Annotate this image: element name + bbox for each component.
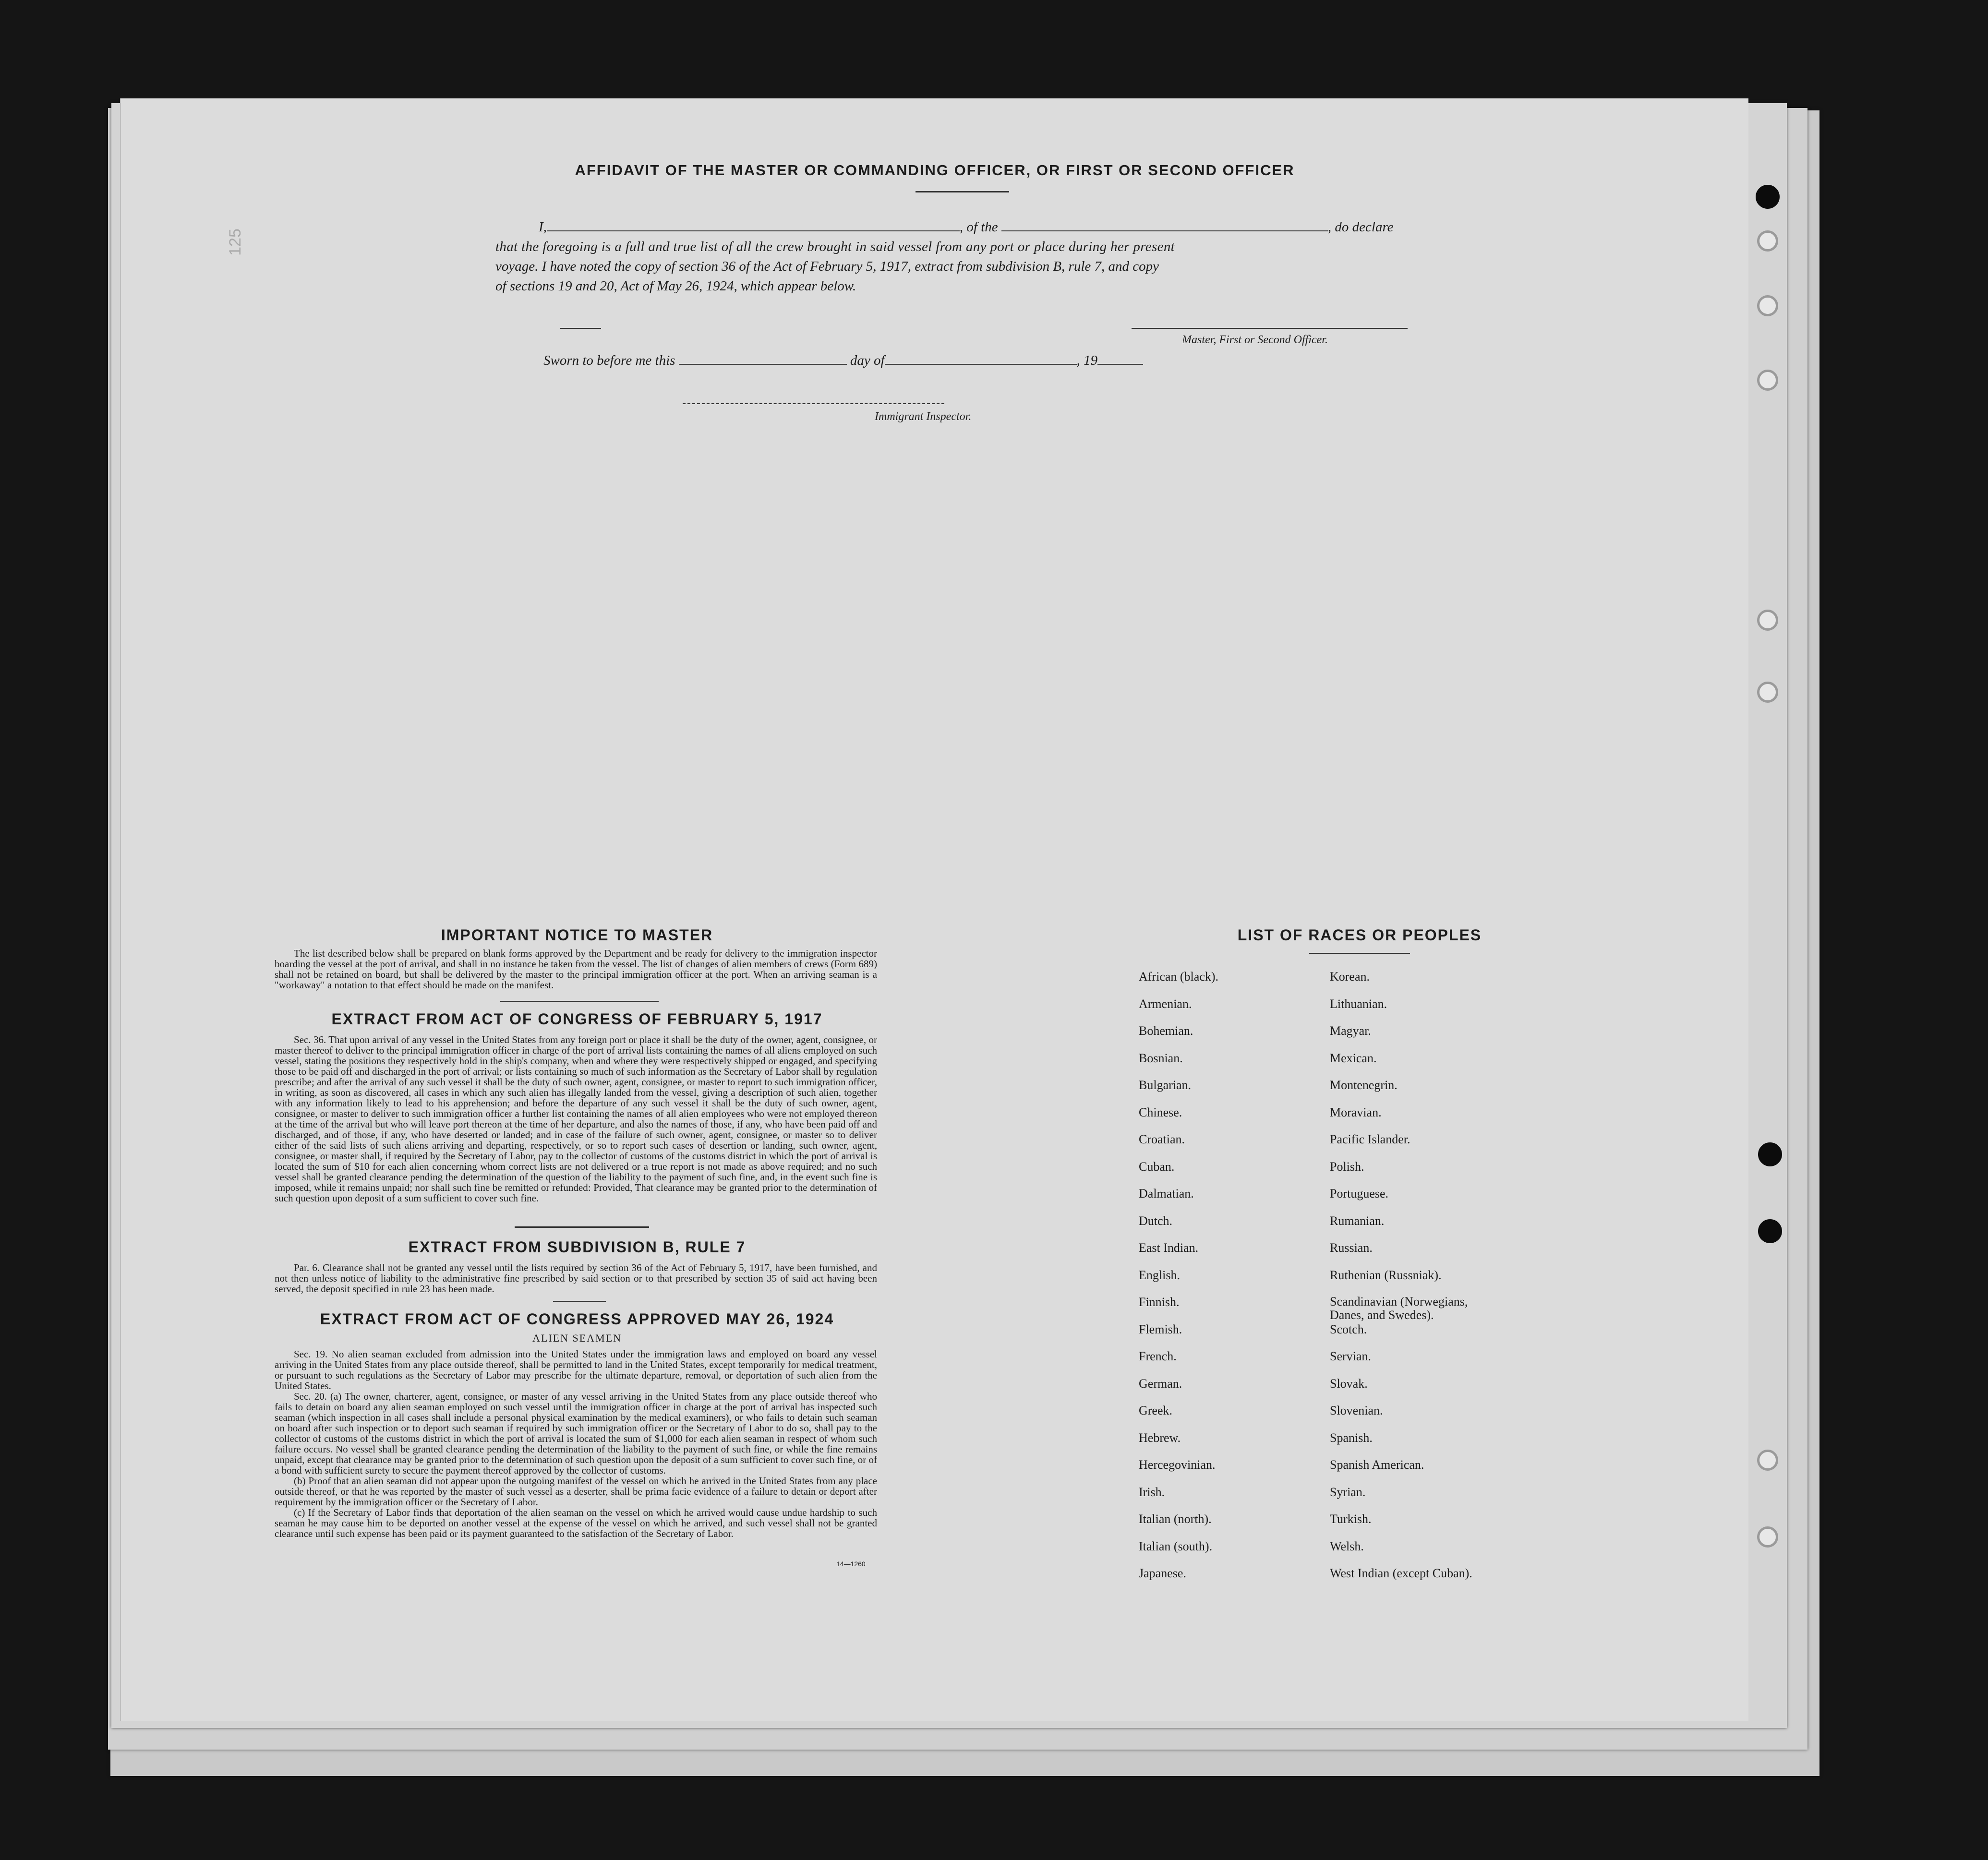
race-item: Korean. — [1330, 970, 1370, 984]
divider — [916, 191, 1009, 192]
races-column-2 — [1330, 970, 1493, 1594]
sworn-line — [543, 353, 1143, 369]
race-item: Slovenian. — [1330, 1404, 1383, 1417]
extract1-title: EXTRACT FROM ACT OF CONGRESS OF FEBRUARY 5, 1917 — [331, 1010, 823, 1028]
race-item: Hercegovinian. — [1139, 1458, 1216, 1472]
affidavit-title: AFFIDAVIT OF THE MASTER OR COMMANDING OFFICER, OR FIRST OR SECOND OFFICER — [575, 162, 1295, 179]
divider — [500, 1001, 659, 1002]
sworn-text: day of — [850, 353, 885, 368]
race-item: Greek. — [1139, 1404, 1173, 1417]
race-item: Ruthenian (Russniak). — [1330, 1268, 1442, 1282]
race-item: Scandinavian (Norwegians, Danes, and Swedes). — [1330, 1295, 1468, 1322]
extract1-paragraph: Sec. 36. That upon arrival of any vessel in the United States from any foreign port or place it shall be the duty of the owner, agent, consignee, or master thereof to deliver to the principal immigration officer in charge of the port of arrival lists containing the names of all aliens employed on such vessel, stating the positions they respectively hold in the ship's company, when and where they were respectively shipped or engaged, and specifying those to be paid off and discharged in the port of arrival; or lists containing so much of such information as the Secretary of Labor shall by regulation prescribe; and after the arrival of any such vessel it shall be the duty of such owner, agent, consignee, or master to report to such immigration officer, in writing, as soon as discovered, all cases in which any such alien has illegally landed from the vessel, giving a description of such alien, together with any information likely to lead to his apprehension; and before the departure of any such vessel it shall be the duty of such owner, agent, consignee, or master to deliver to such immigration officer a further list containing the names of all alien employees who were not employed thereon at the time of the arrival but who will leave port thereon at the time of her departure, and also the names of those, if any, who have been paid off and discharged, and of those, if any, who have deserted or landed; and in case of the failure of such owner, agent, consignee, or master so to deliver either of the said lists of such aliens arriving and departing, respectively, or so to report such cases of desertion or landing, such owner, agent, consignee, or master shall, if required by the Secretary of Labor, pay to the collector of customs of the customs district in which the port of arrival is located the sum of $10 for each alien concerning whom correct lists are not delivered or a true report is not made as above required; and no such vessel shall be granted clearance pending the determination of the question of the liability to the payment of such fine, and, in the event such fine is imposed, while it remains unpaid; nor shall such fine be remitted or refunded: Provided, That clearance may be granted prior to the determination of such question upon deposit of a sum sufficient to cover such fine. — [275, 1034, 877, 1204]
race-item: Polish. — [1330, 1159, 1364, 1174]
race-item: Rumanian. — [1330, 1213, 1385, 1228]
binder-hole — [1757, 1450, 1778, 1471]
binder-hole — [1758, 1142, 1782, 1166]
races-title: LIST OF RACES OR PEOPLES — [1237, 926, 1482, 944]
inspector-label: Immigrant Inspector. — [875, 410, 972, 423]
affidavit-line-2: that the foregoing is a full and true list of all the crew brought in said vessel from any port or place during her present — [495, 239, 1175, 254]
race-item: West Indian (except Cuban). — [1330, 1566, 1472, 1580]
extract1-text — [275, 1034, 877, 1203]
extract3-paragraph: Sec. 19. No alien seaman excluded from admission into the United States under the immigration laws and employed on board any vessel arriving in the United States from any place outside thereof, shall be permitted to land in the United States, except temporarily for medical treatment, or pursuant to such regulations as the Secretary of Labor may prescribe for the ultimate departure, removal, or deportation of such alien from the United States. — [275, 1348, 877, 1392]
affidavit-line-4: of sections 19 and 20, Act of May 26, 1924, which appear below. — [495, 278, 856, 294]
vessel-blank[interactable] — [1001, 230, 1328, 231]
race-item: Welsh. — [1330, 1539, 1364, 1553]
binder-hole — [1757, 295, 1778, 316]
race-item: Cuban. — [1139, 1159, 1175, 1174]
race-item: Japanese. — [1139, 1566, 1186, 1580]
sworn-text: Sworn to before me this — [543, 353, 675, 368]
affidavit-text: I, — [539, 219, 547, 235]
race-item: Chinese. — [1139, 1105, 1182, 1119]
extract3-subtitle: ALIEN SEAMEN — [532, 1332, 622, 1344]
race-item: Croatian. — [1139, 1132, 1185, 1146]
race-item: Pacific Islander. — [1330, 1132, 1410, 1146]
race-item: Lithuanian. — [1330, 996, 1387, 1011]
race-item: Scotch. — [1330, 1322, 1367, 1336]
race-item: Russian. — [1330, 1241, 1373, 1255]
race-item: Spanish. — [1330, 1430, 1373, 1445]
divider — [1309, 953, 1410, 954]
race-item: Finnish. — [1139, 1295, 1180, 1309]
race-item: Dutch. — [1139, 1213, 1173, 1228]
sworn-month-blank[interactable] — [885, 364, 1077, 365]
sworn-day-blank[interactable] — [679, 364, 847, 365]
binder-hole — [1756, 185, 1780, 209]
extract3-paragraph: Sec. 20. (a) The owner, charterer, agent, consignee, or master of any vessel arriving in the United States from any place outside thereof who fails to detain on board any alien seaman employed on such vessel until the immigration officer in charge at the port of arrival has inspected such seaman (which inspection in all cases shall include a personal physical examination by the medical examiners), or who fails to detain such seaman on board after such inspection or to deport such seaman if required by such immigration officer or the Secretary of Labor to do so, shall pay to the collector of customs of the customs district in which the port of arrival is located the sum of $1,000 for each alien seaman in respect of whom such failure occurs. No vessel shall be granted clearance pending the determination of the liability to the payment of such fine, or while the fine remains unpaid, except that clearance may be granted prior to the determination of such question upon the deposit of a sum sufficient to cover such fine, or of a bond with sufficient surety to secure the payment thereof approved by the collector of customs. — [275, 1391, 877, 1476]
race-item: Irish. — [1139, 1485, 1165, 1499]
race-item: Moravian. — [1330, 1105, 1382, 1119]
divider — [515, 1226, 649, 1228]
notice-text — [275, 948, 877, 990]
race-item: Turkish. — [1330, 1512, 1372, 1526]
race-item: Flemish. — [1139, 1322, 1182, 1336]
race-item: Spanish American. — [1330, 1458, 1424, 1472]
name-blank[interactable] — [547, 230, 960, 231]
race-item: Dalmatian. — [1139, 1187, 1194, 1200]
margin-mark: 125 — [226, 228, 244, 256]
binder-hole — [1757, 610, 1778, 631]
affidavit-line-3: voyage. I have noted the copy of section 36 of the Act of February 5, 1917, extract from subdivision B, rule 7, and copy — [495, 259, 1159, 274]
extract3-paragraph: (b) Proof that an alien seaman did not appear upon the outgoing manifest of the vessel on which he arrived in the United States from any place outside thereof, or that he was reported by the master of such vessel as a deserter, shall be prima facie evidence of a failure to detain or deport after requirement by the immigration officer or the Secretary of Labor. — [275, 1475, 877, 1508]
race-item: African (black). — [1139, 970, 1219, 984]
document-page — [120, 98, 1748, 1721]
binder-hole — [1758, 1219, 1782, 1243]
binder-hole — [1757, 230, 1778, 252]
race-item: Italian (north). — [1139, 1512, 1212, 1526]
affidavit-line-1 — [495, 217, 1451, 237]
sworn-text: , 19 — [1076, 353, 1098, 368]
race-item: Montenegrin. — [1330, 1078, 1398, 1092]
sworn-year-blank[interactable] — [1097, 364, 1143, 365]
races-column-1 — [1139, 970, 1218, 1594]
extract3-title: EXTRACT FROM ACT OF CONGRESS APPROVED MAY 26, 1924 — [320, 1310, 834, 1328]
notice-paragraph: The list described below shall be prepared on blank forms approved by the Department and be ready for delivery to the immigration inspector boarding the vessel at the port of arrival, and shall in no instance be taken from the vessel. The list of changes of alien members of crews (Form 689) shall not be retained on board, but shall be delivered by the master to the principal immigration officer at the port. When an arriving seaman is a "workaway" a notation to that effect should be made on the manifest. — [275, 948, 877, 991]
race-item: Hebrew. — [1139, 1430, 1181, 1445]
race-item: Magyar. — [1330, 1024, 1371, 1038]
race-item: German. — [1139, 1376, 1182, 1391]
affidavit-body — [495, 217, 1451, 296]
extract2-text — [275, 1262, 877, 1294]
race-item: Bosnian. — [1139, 1051, 1183, 1065]
race-item: Mexican. — [1330, 1051, 1377, 1065]
binder-hole — [1757, 370, 1778, 391]
extract3-paragraph: (c) If the Secretary of Labor finds that deportation of the alien seaman on the vessel on which he arrived would cause undue hardship to such seaman he may cause him to be deported on another vessel at the expense of the vessel on which he arrived, and such vessel shall not be granted clearance until such expense has been paid or its payment guaranteed to the satisfaction of the Secretary of Labor. — [275, 1507, 877, 1539]
race-item: Slovak. — [1330, 1376, 1368, 1391]
extract3-text — [275, 1349, 877, 1539]
race-item: Italian (south). — [1139, 1539, 1213, 1553]
extract2-title: EXTRACT FROM SUBDIVISION B, RULE 7 — [408, 1238, 746, 1256]
signature-tick — [560, 328, 601, 329]
divider — [553, 1301, 606, 1302]
extract2-paragraph: Par. 6. Clearance shall not be granted any vessel until the lists required by section 36 of the Act of February 5, 1917, have been furnished, and not then unless notice of liability to the administrative fine prescribed by said section or to that prescribed by section 35 of said act having been served, the deposit specified in rule 23 has been made. — [275, 1262, 877, 1295]
signature-line[interactable] — [1132, 328, 1408, 329]
race-item: Armenian. — [1139, 996, 1192, 1011]
race-item: Syrian. — [1330, 1485, 1366, 1499]
inspector-line[interactable] — [683, 403, 944, 404]
form-number: 14—1260 — [836, 1560, 866, 1568]
affidavit-text: , of the — [959, 219, 998, 235]
race-item: East Indian. — [1139, 1241, 1199, 1255]
race-item: Bulgarian. — [1139, 1078, 1192, 1092]
race-item: Bohemian. — [1139, 1024, 1193, 1038]
race-item: English. — [1139, 1268, 1180, 1282]
binder-hole — [1757, 1526, 1778, 1548]
signature-label: Master, First or Second Officer. — [1182, 334, 1328, 346]
race-item: French. — [1139, 1349, 1177, 1363]
race-item: Servian. — [1330, 1349, 1371, 1363]
binder-hole — [1757, 682, 1778, 703]
race-item: Portuguese. — [1330, 1187, 1389, 1200]
notice-title: IMPORTANT NOTICE TO MASTER — [441, 926, 713, 944]
affidavit-text: , do declare — [1327, 219, 1394, 235]
